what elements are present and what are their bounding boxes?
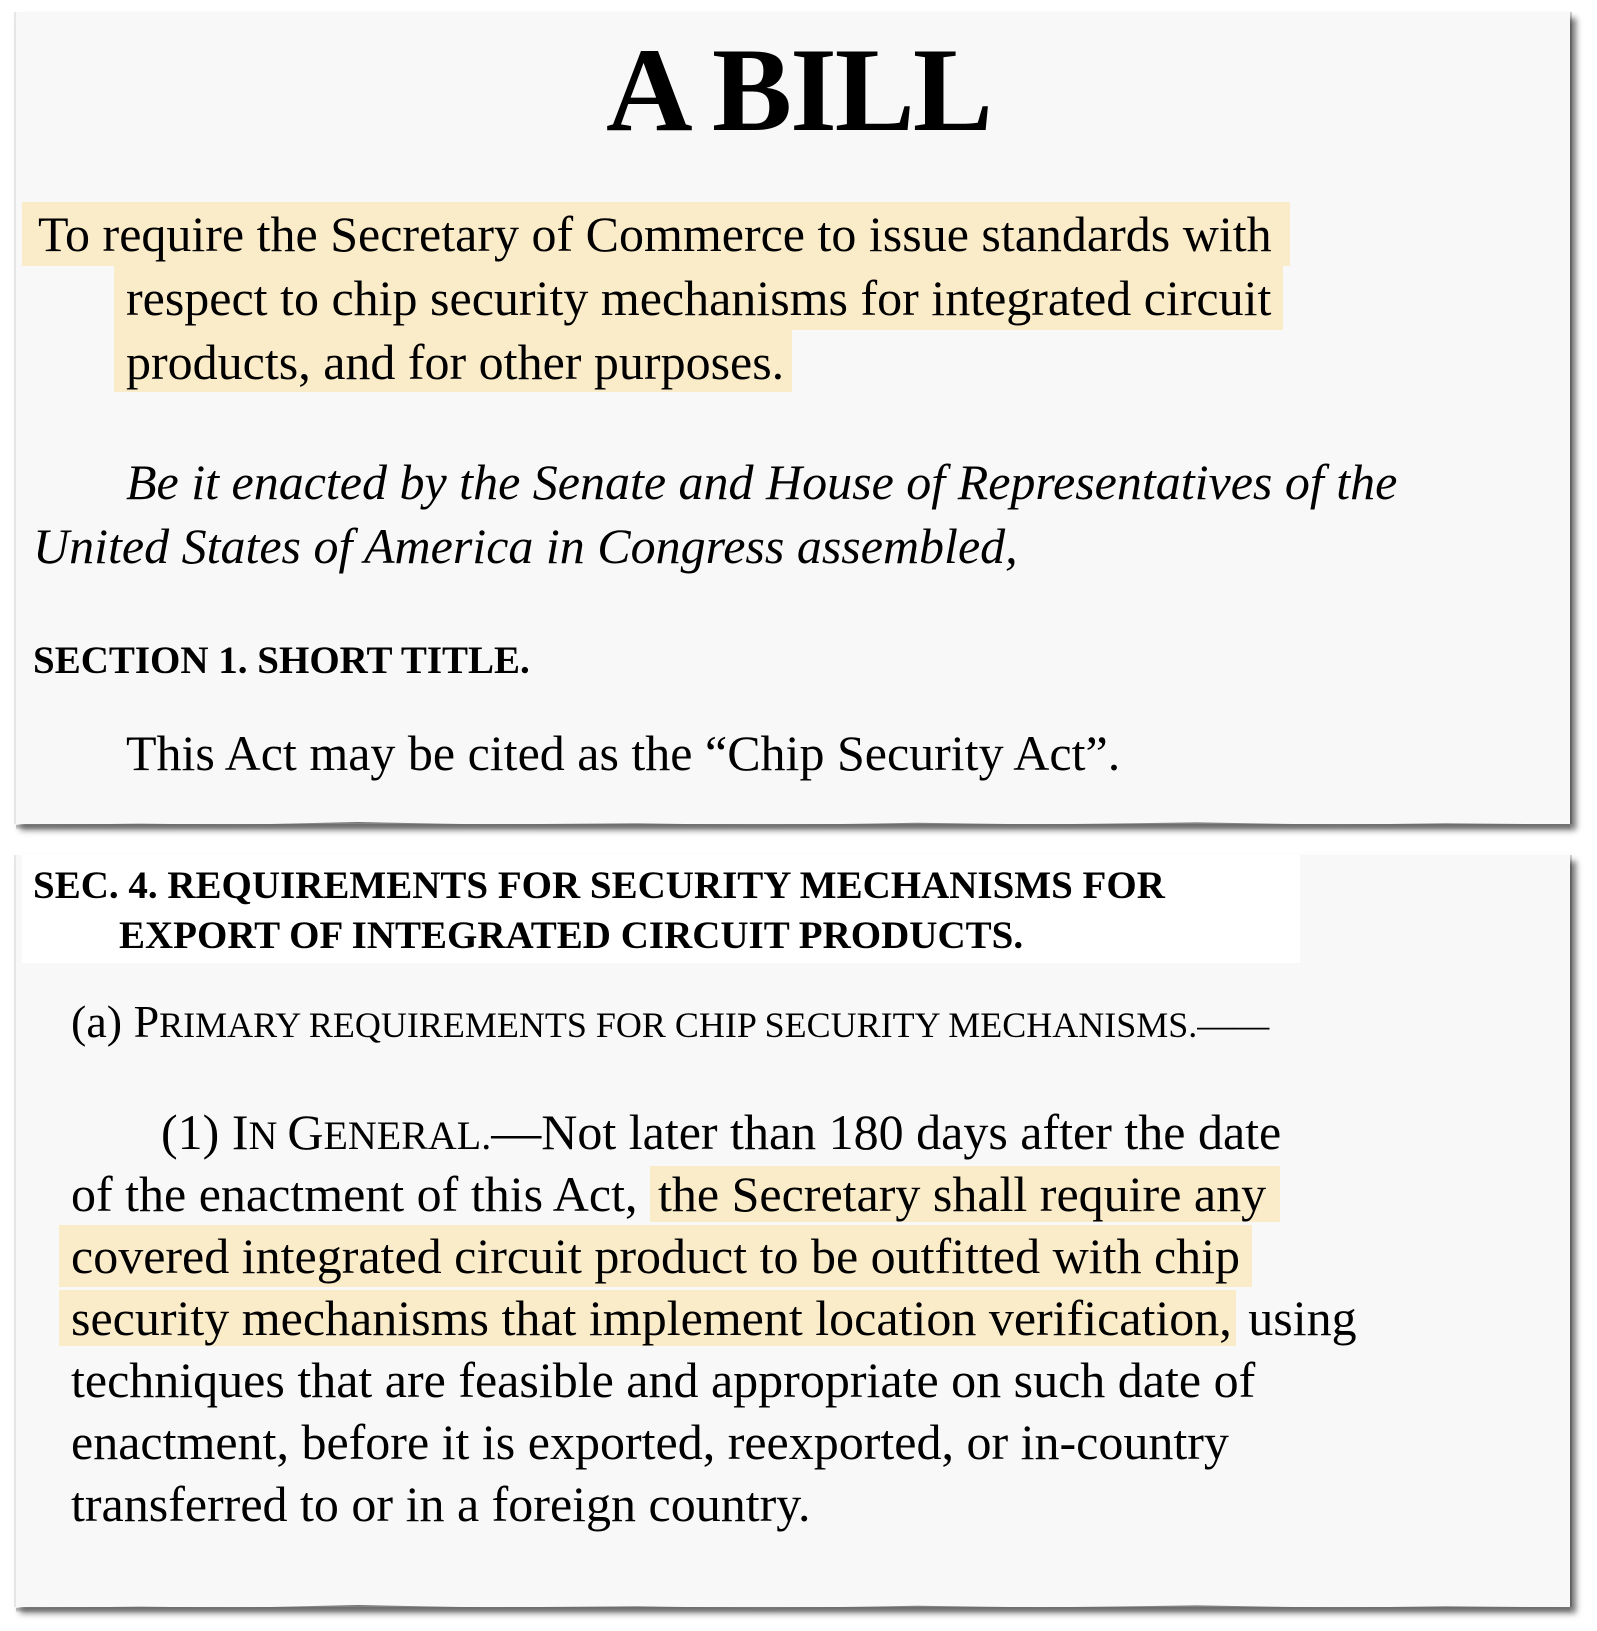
subsection-marker: (a)	[71, 996, 134, 1047]
paragraph-line: techniques that are feasible and appropriate on such date of	[71, 1352, 1256, 1408]
short-title-text: This Act may be cited as the “Chip Security Act”.	[126, 725, 1121, 781]
paragraph-text: of the enactment of this Act,	[71, 1166, 651, 1222]
purpose-line: products, and for other purposes.	[114, 330, 792, 392]
highlighted-text: the Secretary shall require any	[650, 1166, 1280, 1222]
heading-small-caps: N	[248, 1113, 288, 1158]
enacting-line: United States of America in Congress assembled,	[33, 518, 1018, 574]
paragraph-line	[161, 1101, 1281, 1167]
heading-initial: P	[133, 996, 160, 1047]
purpose-line: To require the Secretary of Commerce to issue standards with	[22, 202, 1290, 266]
section-4-heading-line: EXPORT OF INTEGRATED CIRCUIT PRODUCTS.	[119, 914, 1024, 957]
heading-small-caps: RIMARY REQUIREMENTS FOR CHIP SECURITY MECHANISMS.——	[159, 1005, 1270, 1045]
paragraph-line: enactment, before it is exported, reexported, or in-country	[71, 1414, 1229, 1470]
paragraph-line	[71, 1163, 1280, 1225]
paragraph-line: transferred to or in a foreign country.	[71, 1476, 811, 1532]
enacting-line: Be it enacted by the Senate and House of Representatives of the	[126, 454, 1398, 510]
purpose-line: respect to chip security mechanisms for integrated circuit	[114, 266, 1283, 330]
paragraph-line	[59, 1287, 1357, 1349]
heading-initial: G	[287, 1104, 324, 1160]
section-1-heading: SECTION 1. SHORT TITLE.	[33, 639, 530, 682]
paragraph-text: using	[1235, 1290, 1357, 1346]
bill-excerpt-page-1	[14, 12, 1570, 824]
highlighted-text: covered integrated circuit product to be outfitted with chip	[71, 1228, 1241, 1284]
paragraph-text: —Not later than 180 days after the date	[491, 1104, 1282, 1160]
bill-title: A BILL	[606, 23, 991, 156]
highlighted-text: security mechanisms that implement location verification,	[59, 1290, 1236, 1346]
heading-small-caps: ENERAL.	[323, 1113, 492, 1158]
section-4-heading-line: SEC. 4. REQUIREMENTS FOR SECURITY MECHANISMS FOR	[33, 864, 1165, 907]
subsection-a-heading	[71, 995, 1269, 1048]
paragraph-line	[59, 1225, 1252, 1287]
heading-initial: I	[231, 1104, 249, 1160]
paragraph-marker: (1)	[161, 1104, 232, 1160]
bill-excerpt-page-2	[14, 855, 1570, 1607]
